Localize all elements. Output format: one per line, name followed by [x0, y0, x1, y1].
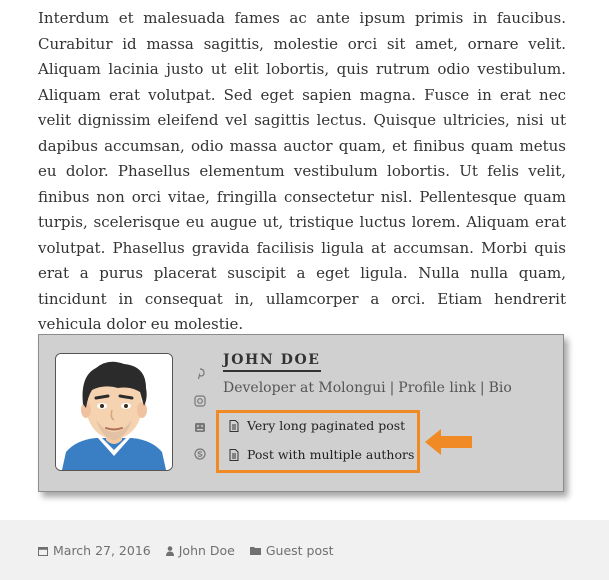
separator: |	[389, 380, 395, 396]
user-icon	[166, 546, 174, 556]
article-body: Interdum et malesuada fames ac ante ipsum primis in faucibus. Curabitur id massa sagittis, molestie orci sit amet, ornare velit. Aliquam lacinia justo ut elit lobortis, quis rutrum odio vestibulum. Aliquam erat volutpat. Sed eget sapien magna. Fusce in erat nec velit dignissim eleifend vel sagittis lectus. Quisque ultricies, nisi ut dapibus accumsan, odio massa auctor quam, et finibus quam metus eu dolor. Phasellus elementum vestibulum lobortis. Ut felis velit, finibus non orci vitae, fringilla consectetur nisl. Pellentesque quam turpis, scelerisque eu augue ut, tristique luctus lorem. Aliquam erat volutpat. Phasellus gravida facilisis ligula at accumsan. Morbi quis erat a purus placerat suscipit a eget ligula. Nulla nulla quam, tincidunt in consequat in, ullamcorper a orci. Etiam hendrerit vehicula dolor eu molestie.	[38, 9, 566, 333]
post-meta	[38, 543, 349, 558]
post-category	[250, 543, 334, 558]
folder-icon	[250, 546, 261, 555]
avatar[interactable]	[55, 353, 173, 471]
related-post-title: Very long paginated post	[247, 418, 406, 433]
post-category-link[interactable]: Guest post	[265, 543, 334, 558]
left-arrow-icon	[425, 429, 473, 455]
separator: |	[479, 380, 485, 396]
document-icon	[229, 449, 239, 461]
profile-link[interactable]: Profile link	[398, 380, 476, 396]
soundcloud-icon[interactable]	[193, 420, 207, 434]
avatar-illustration	[56, 354, 172, 470]
entry-footer	[0, 520, 609, 580]
calendar-icon	[38, 546, 48, 556]
author-job: Developer at Molongui	[223, 380, 386, 396]
document-icon	[229, 420, 239, 432]
author-meta	[223, 378, 512, 398]
author-box	[38, 334, 564, 492]
related-post-item[interactable]	[229, 447, 414, 462]
author-name[interactable]: JOHN DOE	[223, 351, 321, 372]
post-date-link[interactable]: March 27, 2016	[53, 543, 151, 558]
related-post-title: Post with multiple authors	[247, 447, 415, 462]
post-author-link[interactable]: John Doe	[178, 543, 235, 558]
pinterest-icon[interactable]	[193, 367, 207, 381]
related-posts-highlight	[216, 410, 420, 473]
post-date	[38, 543, 151, 558]
related-post-item[interactable]	[229, 418, 405, 433]
instagram-icon[interactable]	[193, 394, 207, 408]
skype-icon[interactable]	[193, 447, 207, 461]
bio-link[interactable]: Bio	[488, 380, 512, 396]
social-links	[193, 367, 207, 473]
post-author	[166, 543, 235, 558]
